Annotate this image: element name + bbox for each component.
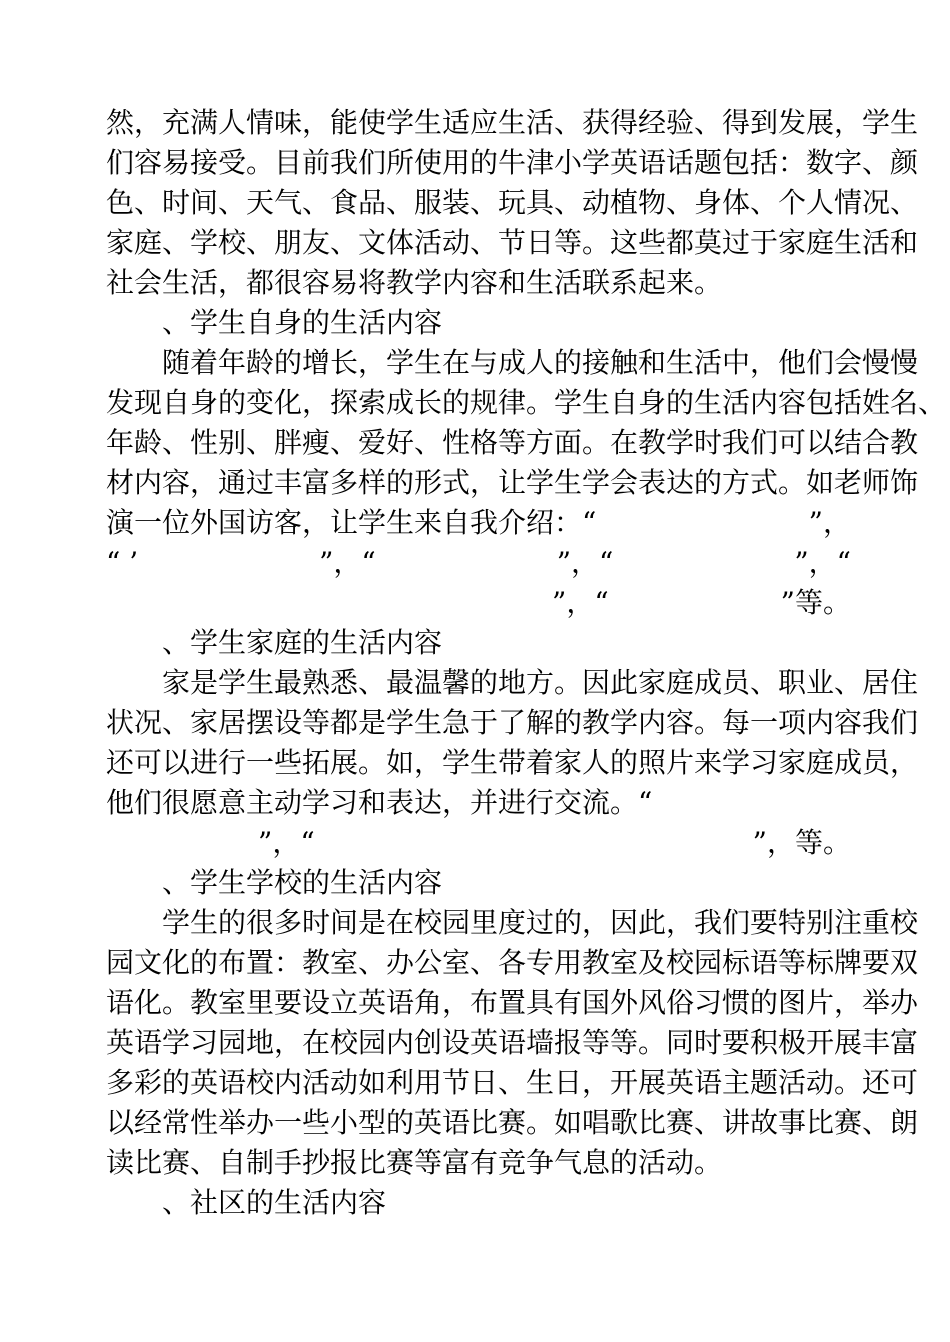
paragraph-line: 色、时间、天气、食品、服装、玩具、动植物、身体、个人情况、 <box>106 186 919 219</box>
line-text: ”等。 <box>780 586 851 619</box>
paragraph-line: 状况、家居摆设等都是学生急于了解的教学内容。每一项内容我们 <box>106 706 919 739</box>
paragraph-line: 他们很愿意主动学习和表达，并进行交流。“ <box>106 786 653 819</box>
paragraph-line <box>258 823 851 863</box>
paragraph-line: 多彩的英语校内活动如利用节日、生日，开展英语主题活动。还可 <box>106 1066 919 1099</box>
paragraph-line: 语化。教室里要设立英语角，布置具有国外风俗习惯的图片，举办 <box>106 986 919 1019</box>
paragraph-line <box>552 583 851 623</box>
section-heading: 、社区的生活内容 <box>162 1186 387 1219</box>
section-heading: 、学生家庭的生活内容 <box>162 626 443 659</box>
line-text: “ ’ <box>106 546 139 579</box>
line-text: ”，“ <box>319 546 376 579</box>
paragraph-line: 年龄、性别、胖瘦、爱好、性格等方面。在教学时我们可以结合教 <box>106 426 919 459</box>
paragraph-line: 读比赛、自制手抄报比赛等富有竞争气息的活动。 <box>106 1146 723 1179</box>
line-text: ”，等。 <box>752 826 851 859</box>
section-heading: 、学生学校的生活内容 <box>162 866 443 899</box>
paragraph-line: 材内容，通过丰富多样的形式，让学生学会表达的方式。如老师饰 <box>106 466 919 499</box>
paragraph-line: 家庭、学校、朋友、文体活动、节日等。这些都莫过于家庭生活和 <box>106 226 919 259</box>
line-text: ”，“ <box>794 546 851 579</box>
paragraph-line: 然，充满人情味，能使学生适应生活、获得经验、得到发展，学生 <box>106 106 919 139</box>
paragraph-line: 社会生活，都很容易将教学内容和生活联系起来。 <box>106 266 723 299</box>
paragraph-line <box>106 503 851 543</box>
line-text: ”， <box>808 506 851 539</box>
paragraph-line: 英语学习园地，在校园内创设英语墙报等等。同时要积极开展丰富 <box>106 1026 919 1059</box>
line-text: ”，“ <box>258 826 315 859</box>
paragraph-line: 园文化的布置：教室、办公室、各专用教室及校园标语等标牌要双 <box>106 946 919 979</box>
paragraph-line: 发现自身的变化，探索成长的规律。学生自身的生活内容包括姓名、 <box>106 386 947 419</box>
paragraph-line: 随着年龄的增长，学生在与成人的接触和生活中，他们会慢慢 <box>162 346 919 379</box>
paragraph-line: 家是学生最熟悉、最温馨的地方。因此家庭成员、职业、居住 <box>162 666 919 699</box>
paragraph-line <box>106 543 851 583</box>
paragraph-line: 还可以进行一些拓展。如，学生带着家人的照片来学习家庭成员， <box>106 746 919 779</box>
line-text: 演一位外国访客，让学生来自我介绍：“ <box>106 506 597 539</box>
paragraph-line: 以经常性举办一些小型的英语比赛。如唱歌比赛、讲故事比赛、朗 <box>106 1106 919 1139</box>
paragraph-line: 们容易接受。目前我们所使用的牛津小学英语话题包括：数字、颜 <box>106 146 919 179</box>
line-text: ”，“ <box>552 586 609 619</box>
paragraph-line: 学生的很多时间是在校园里度过的，因此，我们要特别注重校 <box>162 906 919 939</box>
line-text: ”，“ <box>556 546 614 579</box>
section-heading: 、学生自身的生活内容 <box>162 306 443 339</box>
